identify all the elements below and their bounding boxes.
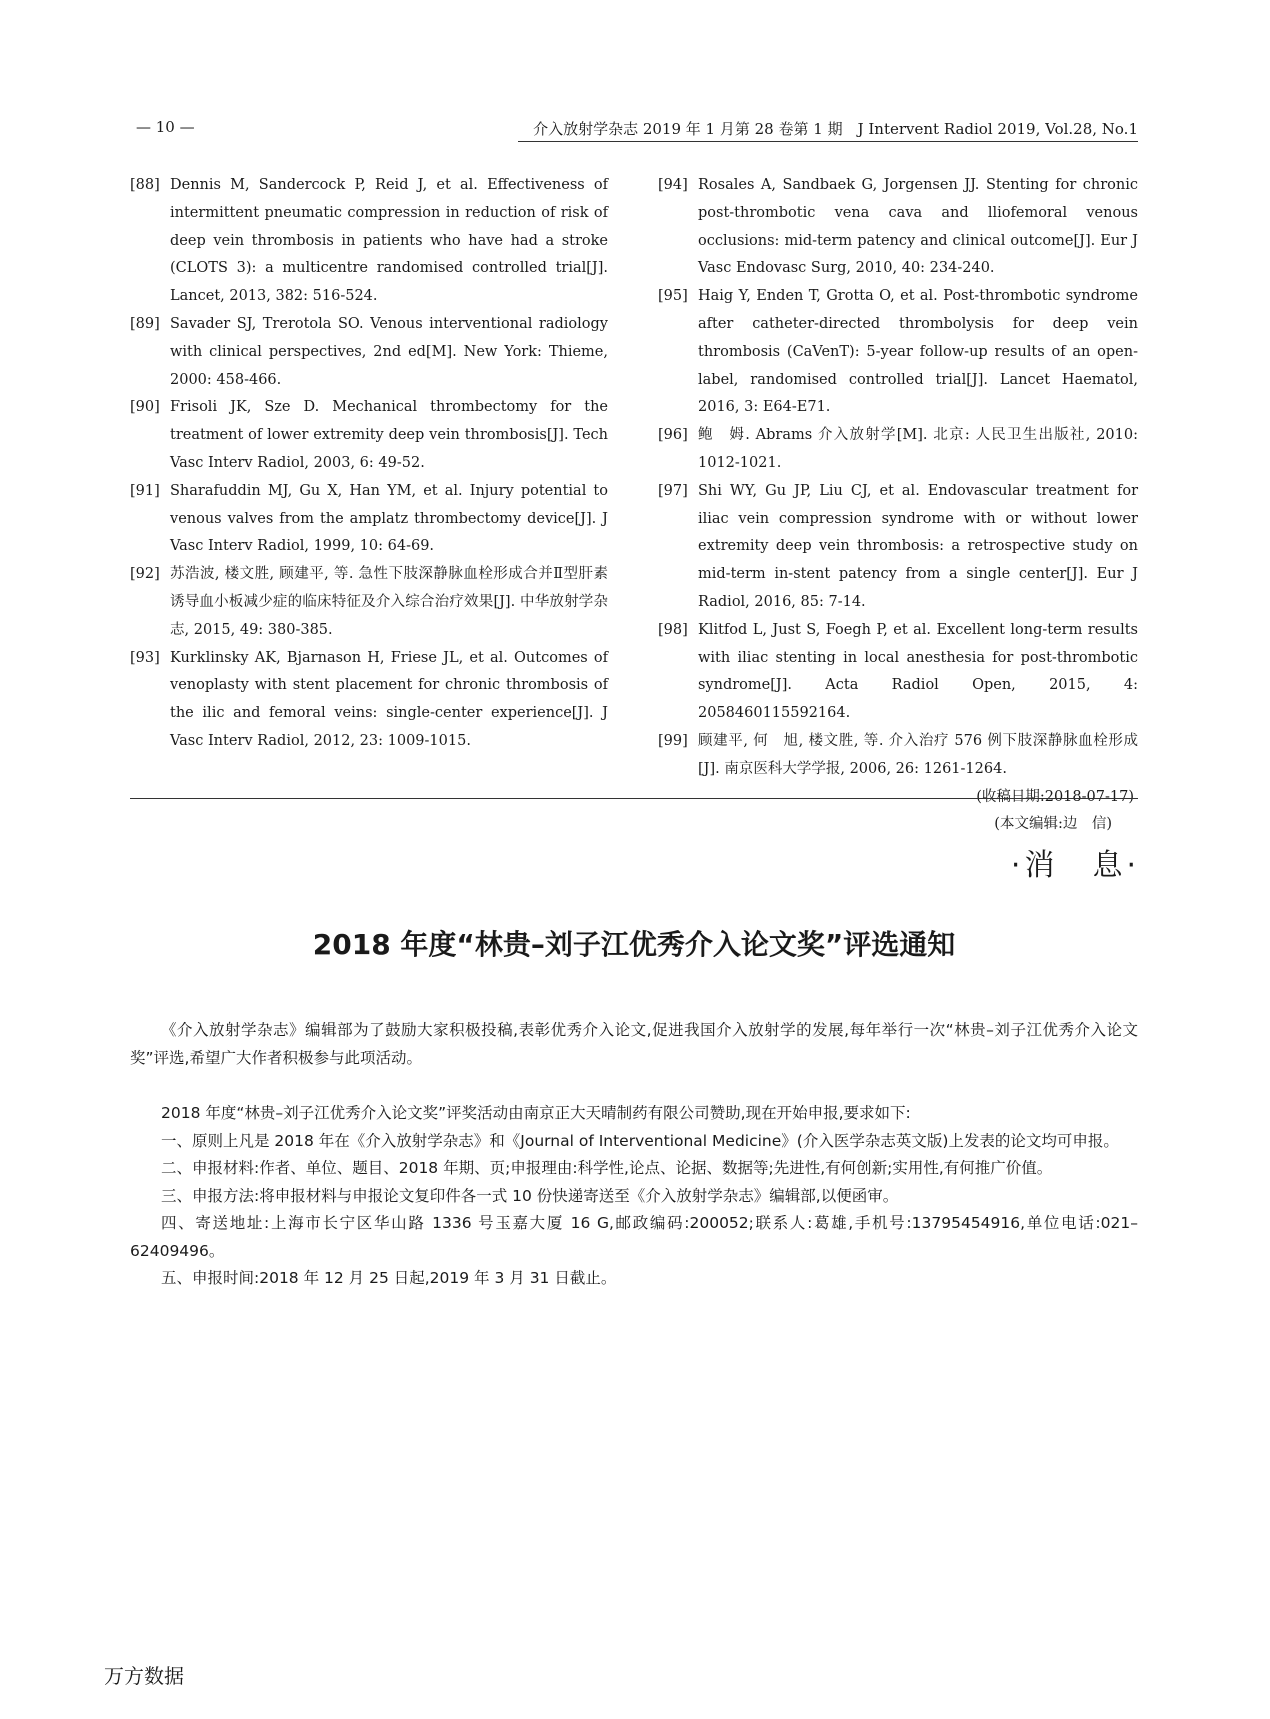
page-header	[130, 114, 1138, 142]
watermark: 万方数据	[104, 1664, 184, 1688]
reference-number: [90]	[130, 399, 160, 416]
references-left-column	[130, 172, 608, 756]
notice-body	[130, 1017, 1138, 1293]
reference-number: [96]	[658, 427, 688, 444]
reference-item	[130, 394, 608, 477]
reference-item	[658, 422, 1138, 478]
reference-text: Sharafuddin MJ, Gu X, Han YM, et al. Injury potential to venous valves from the amplatz thrombectomy device[J]. J Vasc Interv Radiol, 1999, 10: 64-69.	[170, 482, 608, 555]
header-rule	[518, 141, 1138, 142]
reference-text: Frisoli JK, Sze D. Mechanical thrombectomy for the treatment of lower extremity deep vein thrombosis[J]. Tech Vasc Interv Radiol, 2003, 6: 49-52.	[170, 399, 608, 471]
reference-text: 顾建平, 何 旭, 楼文胜, 等. 介入治疗 576 例下肢深静脉血栓形成[J]. 南京医科大学学报, 2006, 26: 1261-1264.	[698, 732, 1138, 777]
reference-item	[130, 311, 608, 394]
reference-text: Kurklinsky AK, Bjarnason H, Friese JL, et al. Outcomes of venoplasty with stent placement for chronic thrombosis of the ilic and femoral veins: single-center experience[J]. J Vasc Interv Radiol, 2012, 23: 1009-1015.	[170, 649, 608, 749]
reference-number: [93]	[130, 649, 160, 666]
reference-number: [89]	[130, 315, 160, 332]
reference-item	[658, 283, 1138, 422]
reference-number: [99]	[658, 732, 688, 749]
notice-paragraph: 二、申报材料:作者、单位、题目、2018 年期、页;申报理由:科学性,论点、论据、数据等;先进性,有何创新;实用性,有何推广价值。	[161, 1159, 1053, 1177]
notice-intro: 《介入放射学杂志》编辑部为了鼓励大家积极投稿,表彰优秀介入论文,促进我国介入放射学的发展,每年举行一次“林贵–刘子江优秀介入论文奖”评选,希望广大作者积极参与此项活动。	[130, 1021, 1138, 1067]
reference-item	[658, 478, 1138, 617]
section-divider	[130, 798, 1138, 799]
journal-citation: 介入放射学杂志 2019 年 1 月第 28 卷第 1 期 J Intervent Radiol 2019, Vol.28, No.1	[533, 120, 1138, 138]
reference-item	[658, 728, 1138, 784]
reference-text: Dennis M, Sandercock P, Reid J, et al. Effectiveness of intermittent pneumatic compression in reduction of risk of deep vein thrombosis in patients who have had a stroke (CLOTS 3): a multicentre randomised controlled trial[J]. Lancet, 2013, 382: 516-524.	[170, 177, 608, 305]
reference-text: Klitfod L, Just S, Foegh P, et al. Excellent long-term results with iliac stenting in local anesthesia for post-thrombotic syndrome[J]. Acta Radiol Open, 2015, 4: 2058460115592164.	[698, 621, 1138, 722]
reference-text: 苏浩波, 楼文胜, 顾建平, 等. 急性下肢深静脉血栓形成合并Ⅱ型肝素诱导血小板减少症的临床特征及介入综合治疗效果[J]. 中华放射学杂志, 2015, 49: 380-385.	[170, 566, 608, 638]
reference-item	[130, 645, 608, 756]
reference-item	[130, 172, 608, 311]
section-tag: ·消 息·	[1010, 848, 1140, 883]
notice-title: 2018 年度“林贵–刘子江优秀介入论文奖”评选通知	[312, 928, 956, 961]
reference-text: Rosales A, Sandbaek G, Jorgensen JJ. Stenting for chronic post-thrombotic vena cava and lliofemoral venous occlusions: mid-term patency and clinical outcome[J]. Eur J Vasc Endovasc Surg, 2010, 40: 234-240.	[698, 177, 1138, 277]
notice-paragraph: 五、申报时间:2018 年 12 月 25 日起,2019 年 3 月 31 日截止。	[161, 1269, 617, 1287]
notice-paragraph: 四、寄送地址:上海市长宁区华山路 1336 号玉嘉大厦 16 G,邮政编码:200052;联系人:葛雄,手机号:13795454916,单位电话:021–62409496。	[130, 1214, 1138, 1260]
reference-number: [88]	[130, 177, 160, 193]
notice-paragraph: 一、原则上凡是 2018 年在《介入放射学杂志》和《Journal of Interventional Medicine》(介入医学杂志英文版)上发表的论文均可申报。	[161, 1131, 1119, 1150]
reference-text: Haig Y, Enden T, Grotta O, et al. Post-thrombotic syndrome after catheter-directed thrombolysis for deep vein thrombosis (CaVenT): 5-year follow-up results of an open-label, randomised controlled trial[J]. Lancet Haematol, 2016, 3: E64-E71.	[698, 288, 1138, 416]
reference-number: [97]	[658, 482, 688, 499]
reference-number: [95]	[658, 288, 688, 305]
received-date: (收稿日期:2018-07-17)	[976, 788, 1134, 805]
reference-number: [92]	[130, 566, 160, 583]
reference-number: [94]	[658, 177, 688, 193]
notice-paragraph: 2018 年度“林贵–刘子江优秀介入论文奖”评奖活动由南京正大天晴制药有限公司赞助,现在开始申报,要求如下:	[161, 1104, 911, 1122]
reference-item	[658, 617, 1138, 728]
reference-text: Shi WY, Gu JP, Liu CJ, et al. Endovascular treatment for iliac vein compression syndrome with or without lower extremity deep vein thrombosis: a retrospective study on mid-term in-stent patency from a single center[J]. Eur J Radiol, 2016, 85: 7-14.	[698, 482, 1138, 610]
reference-item	[130, 561, 608, 644]
page-number: — 10 —	[136, 118, 195, 136]
paragraph-gap	[130, 1072, 1138, 1100]
reference-number: [91]	[130, 482, 160, 499]
references-right-column	[658, 172, 1138, 839]
notice-paragraph: 三、申报方法:将申报材料与申报论文复印件各一式 10 份快递寄送至《介入放射学杂志》编辑部,以便函审。	[161, 1186, 899, 1205]
reference-number: [98]	[658, 621, 688, 638]
reference-text: 鲍 姆. Abrams 介入放射学[M]. 北京: 人民卫生出版社, 2010: 1012-1021.	[698, 427, 1138, 471]
reference-item	[130, 478, 608, 561]
reference-item	[658, 172, 1138, 283]
reference-text: Savader SJ, Trerotola SO. Venous interventional radiology with clinical perspectives, 2nd ed[M]. New York: Thieme, 2000: 458-466.	[170, 315, 608, 388]
editor-credit: (本文编辑:边 信)	[994, 816, 1112, 833]
